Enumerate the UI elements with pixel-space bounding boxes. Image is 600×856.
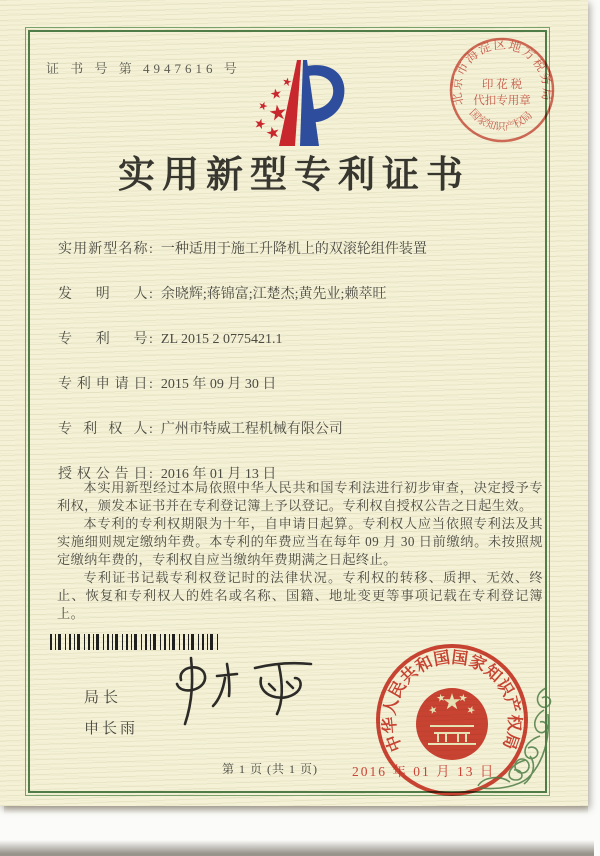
field-value: 2015 年 09 月 30 日 — [160, 377, 277, 392]
field-value: ZL 2015 2 0775421.1 — [160, 332, 283, 347]
field-label: 专利权人 — [58, 422, 148, 437]
photo-bottom-shadow — [0, 840, 594, 856]
field-utility-model-name — [58, 238, 544, 257]
handwritten-signature — [163, 648, 333, 753]
legal-text — [57, 479, 543, 623]
commissioner-title: 局长 — [84, 690, 123, 706]
seal-date: 2016 年 01 月 13 日 — [352, 764, 496, 779]
field-inventors — [58, 283, 544, 302]
commissioner-name: 申长雨 — [84, 721, 139, 737]
legal-paragraph-1: 本实用新型经过本局依照中华人民共和国专利法进行初步审查，决定授予专利权，颁发本证书并在专利登记簿上予以登记。专利权自授权公告之日起生效。 — [57, 480, 543, 513]
certificate-number: 证 书 号 第 4947616 号 — [46, 61, 241, 76]
field-colon: : — [149, 287, 153, 302]
field-label: 专利申请日 — [58, 377, 148, 392]
tax-seal-center-line1: 印 花 税 — [481, 79, 523, 91]
page-footer: 第 1 页 (共 1 页) — [222, 762, 318, 776]
legal-paragraph-2: 本专利的专利权期限为十年，自申请日起算。专利权人应当依照专利法及其实施细则规定缴纳年费。本专利的年费应当在每年 09 月 30 日前缴纳。未按照规定缴纳年费的，专利权自应当缴纳年费期满之日起终止。 — [57, 516, 543, 567]
field-label: 发明人 — [58, 287, 148, 302]
field-label: 专利号 — [58, 332, 148, 347]
field-filing-date — [58, 373, 544, 392]
certificate-title: 实用新型专利证书 — [118, 155, 470, 196]
svg-text:国家知识产权局 — [467, 107, 535, 133]
legal-paragraph-3: 专利证书记载专利权登记时的法律状况。专利权的转移、质押、无效、终止、恢复和专利权人的姓名或名称、国籍、地址变更等事项记载在专利登记簿上。 — [57, 570, 543, 621]
field-colon: : — [149, 242, 153, 257]
tax-seal-arc-top-text: 北京市海淀区地方税务局 — [449, 37, 555, 107]
logo-p-mark — [279, 60, 344, 146]
field-label: 授权公告日 — [58, 467, 148, 482]
cnipa-logo — [250, 56, 350, 150]
tax-stamp-seal — [444, 32, 560, 148]
field-value: 余晓辉;蒋锦富;江楚杰;黄先业;赖萃旺 — [160, 287, 387, 302]
office-seal-ring-text: 中华人民共和国国家知识产权局 — [379, 647, 525, 755]
field-colon: : — [149, 467, 153, 482]
field-value: 一种适用于施工升降机上的双滚轮组件装置 — [160, 242, 427, 257]
field-grant-date — [58, 463, 544, 482]
field-patent-number — [58, 328, 544, 347]
field-label: 实用新型名称 — [58, 242, 148, 257]
field-colon: : — [149, 422, 153, 437]
field-value: 广州市特威工程机械有限公司 — [160, 422, 343, 437]
field-patentee — [58, 418, 544, 437]
field-value: 2016 年 01 月 13 日 — [160, 467, 277, 482]
tax-seal-arc-bottom-text: 国家知识产权局 — [466, 107, 535, 134]
field-colon: : — [149, 332, 153, 347]
field-list — [58, 238, 544, 508]
tax-seal-center-line2: 代扣专用章 — [473, 95, 531, 107]
field-colon: : — [149, 377, 153, 392]
